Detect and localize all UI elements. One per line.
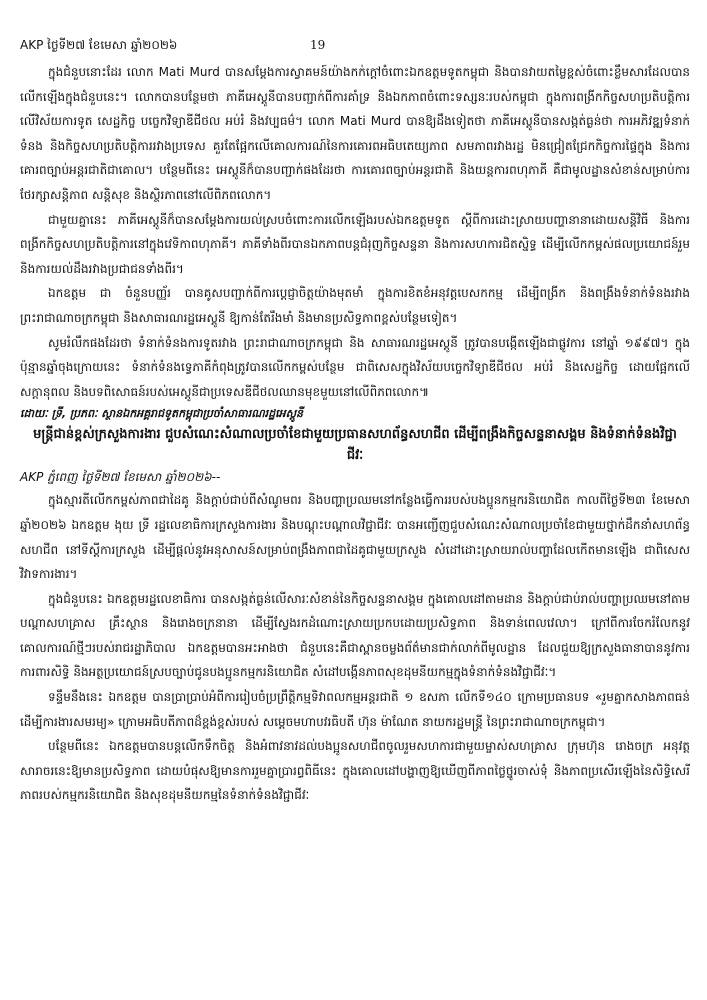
paragraph: ក្នុងជំនួបនោះដែរ លោក Mati Murd បានសម្ដែងការស្វាគមន៍យ៉ាងកក់ក្ដៅចំពោះឯកឧត្តមទូតកម្ពុជា និងបានវាយតម្លៃខ្ពស់ចំពោះខ្លឹមសារដែលបានលើកឡើងក្នុងជំនួបនេះ។ លោកបានបន្ថែមថា ភាគីអេស្តូនីបានបញ្ជាក់ពីការគាំទ្រ និងឯកភាពចំពោះទស្សនៈរបស់កម្ពុជា ក្នុងការពង្រីកកិច្ចសហប្រតិបត្តិការ លើវិស័យការទូត សេដ្ឋកិច្ច បច្ចេកវិទ្យាឌីជីថល អប់រំ និងវប្បធម៌។ លោក Mati Murd បានឱ្យដឹងទៀតថា ភាគីអេស្តូនីបានសង្កត់ធ្ងន់ថា ការអភិវឌ្ឍទំនាក់ទំនង និងកិច្ចសហប្រតិបត្តិការរវាងប្រទេស គួរតែផ្អែកលើគោលការណ៍នៃការគោរពអធិបតេយ្យភាព សមភាពរវាងរដ្ឋ មិនជ្រៀតជ្រែកកិច្ចការផ្ទៃក្នុង និងការគោរពច្បាប់អន្តរជាតិជាគោល។ បន្ថែមពីនេះ អេស្តូនីក៏បានបញ្ជាក់ផងដែរថា ការគោរពច្បាប់អន្តរជាតិ និងយន្តការពហុភាគី គឺជាមូលដ្ឋានសំខាន់សម្រាប់ការថែរក្សាសន្តិភាព សន្តិសុខ និងស្ថិរភាពនៅលើពិភពលោក។: [20, 65, 690, 202]
article-2: [20, 424, 690, 808]
page-number: 19: [310, 38, 326, 52]
paragraph: ក្នុងស្មារតីលើកកម្ពស់ភាពជាដៃគូ និងក្ដាប់ជាប់ពីសំណូមពរ និងបញ្ហាប្រឈមនៅកន្លែងធ្វើការរបស់បងប្អូនកម្មករនិយោជិត កាលពីថ្ងៃទី២៣ ខែមេសា ឆ្នាំ២០២៦ ឯកឧត្តម ងុយ ទ្រី រដ្ឋលេខាធិការក្រសួងការងារ និងបណ្ដុះបណ្ដាលវិជ្ជាជីវៈ បានអញ្ជើញជួបសំណេះសំណាលប្រចាំខែជាមួយថ្នាក់ដឹកនាំសហព័ន្ធសហជីព នៅទីស្ដីការក្រសួង ដើម្បីផ្ដល់នូវអនុសាសន៍សម្រាប់ពង្រឹងភាពជាដៃគូជាមួយក្រសួង សំដៅដោះស្រាយរាល់បញ្ហាដែលកើតមានឡើង ជាពិសេសវិវាទការងារ។: [20, 493, 690, 582]
article-dateline: AKP ភ្នំពេញ ថ្ងៃទី២៧ ខែមេសា ឆ្នាំ២០២៦--: [20, 470, 221, 485]
paragraph: ទន្ទឹមនឹងនេះ ឯកឧត្តម បានប្រាប្រាប់អំពីការរៀបចំប្រព្រឹត្តិកម្មទិវាពលកម្មអន្តរជាតិ ១ ឧសភា លើកទី១៤០ ក្រោមប្រធានបទ «រួមគ្នាកសាងភាពធន់ដើម្បីការងារសមរម្យ» ក្រោមអធិបតីភាពដ៏ខ្ពង់ខ្ពស់របស់ សម្ដេចមហាបវរធិបតី ហ៊ុន ម៉ាណែត នាយករដ្ឋមន្ត្រី នៃព្រះរាជាណាចក្រកម្ពុជា។: [20, 690, 690, 729]
article-1: [20, 60, 690, 424]
paragraph: បន្ថែមពីនេះ ឯកឧត្តមបានបន្តលើកទឹកចិត្ត និងអំពាវនាវដល់បងប្អូនសហជីពចូលរួមសហការជាមួយម្ចាស់សហគ្រាស ក្រុមហ៊ុន រោងចក្រ អនុវត្តសារាចរនេះឱ្យមានប្រសិទ្ធភាព ដោយបំផុសឱ្យមានការរួមគ្នាប្រារព្ធពិធីនេះ ក្នុងគោលដៅបង្ហាញឱ្យឃើញពីភាពថ្លៃថ្នូរចាស់ទុំ និងភាពប្រសើរឡើងនៃសិទ្ធិសេរីភាពរបស់កម្មករនិយោជិត និងសុខដុមនីយកម្មនៃទំនាក់ទំនងវិជ្ជាជីវៈ: [20, 739, 690, 803]
page-header: [20, 37, 690, 53]
paragraph: សូមរំលឹកផងដែរថា ទំនាក់ទំនងការទូតរវាង ព្រះរាជាណាចក្រកម្ពុជា និង សាធារណរដ្ឋអេស្តូនី ត្រូវបានបង្កើតឡើងជាផ្លូវការ នៅឆ្នាំ ១៩៩៧។ ក្នុងប៉ុន្មានឆ្នាំចុងក្រោយនេះ ទំនាក់ទំនងទ្វេភាគីកំពុងត្រូវបានលើកកម្ពស់បន្ថែម ជាពិសេសក្នុងវិស័យបច្ចេកវិទ្យាឌីជីថល អប់រំ និងសេដ្ឋកិច្ច ដោយផ្អែកលើសក្ដានុពល និងបទពិសោធន៍របស់អេស្តូនីជាប្រទេសឌីជីថលឈានមុខមួយនៅលើពិភពលោក៕: [20, 335, 690, 399]
paragraph: ឯកឧត្តម ជា ចំនួនបញ្ញ័រ បានគូសបញ្ជាក់ពីការប្ដេជ្ញាចិត្តយ៉ាងមុតមាំ ក្នុងការខិតខំអនុវត្តបេសកកម្ម ដើម្បីពង្រីក និងពង្រឹងទំនាក់ទំនងរវាងព្រះរាជាណាចក្រកម្ពុជា និងសាធារណរដ្ឋអេស្តូនី ឱ្យកាន់តែរឹងមាំ និងមានប្រសិទ្ធភាពខ្ពស់បន្ថែមទៀត។: [20, 286, 690, 325]
paragraph: ជាមួយគ្នានេះ ភាគីអេស្តូនីក៏បានសម្ដែងការយល់ស្របចំពោះការលើកឡើងរបស់ឯកឧត្តមទូត ស្ដីពីការដោះស្រាយបញ្ហានានាដោយសន្តិវិធី និងការពង្រីកកិច្ចសហប្រតិបត្តិការនៅក្នុងវេទិកាពហុភាគី។ ភាគីទាំងពីរបានឯកភាពបន្តជំរុញកិច្ចសន្ទនា និងការសហការជិតស្និទ្ធ ដើម្បីលើកកម្ពស់ផលប្រយោជន៍រួម និងការយល់ដឹងរវាងប្រជាជនទាំងពីរ។: [20, 212, 690, 276]
paragraph: ក្នុងជំនួបនេះ ឯកឧត្តមរដ្ឋលេខាធិការ បានសង្កត់ធ្ងន់លើសារៈសំខាន់នៃកិច្ចសន្ទនាសង្គម ក្នុងគោលដៅតាមដាន និងក្ដាប់ជាប់រាល់បញ្ហាប្រឈមនៅតាមបណ្ដាសហគ្រាស គ្រឹះស្ថាន និងរោងចក្រនានា ដើម្បីស្វែងរកដំណោះស្រាយប្រកបដោយប្រសិទ្ធភាព និងទាន់ពេលវេលា។ ក្រៅពីការចែករំលែកនូវគោលការណ៍ថ្មីៗរបស់រាជរដ្ឋាភិបាល ឯកឧត្តមបានអះអាងថា ជំនួបនេះគឺជាស្ពានចម្លងព័ត៌មានជាក់លាក់ពីមូលដ្ឋាន ដែលជួយឱ្យក្រសួងធានាបាននូវការការពារសិទ្ធិ និងអត្ថប្រយោជន៍ស្របច្បាប់ជូនបងប្អូនកម្មករនិយោជិត សំដៅបង្កើនភាពសុខដុមនីយកម្មក្នុងទំនាក់ទំនងវិជ្ជាជីវៈ។: [20, 591, 690, 680]
article-byline: ដោយៈ ទ្រី, ប្រភពៈ ស្ថានឯកអគ្គរាជទូតកម្ពុជាប្រចាំសាធារណរដ្ឋអេស្តូនី: [20, 407, 304, 421]
document-body: [20, 60, 690, 808]
header-dateline: AKP ថ្ងៃទី២៧ ខែមេសា ឆ្នាំ២០២៦: [20, 38, 178, 52]
article-headline: មន្ត្រីជាន់ខ្ពស់ក្រសួងការងារ ជួបសំណេះសំណាលប្រចាំខែជាមួយប្រធានសហព័ន្ធសហជីព ដើម្បីពង្រឹងកិច្ចសន្ទនាសង្គម និងទំនាក់ទំនងវិជ្ជាជីវៈ: [33, 427, 677, 464]
